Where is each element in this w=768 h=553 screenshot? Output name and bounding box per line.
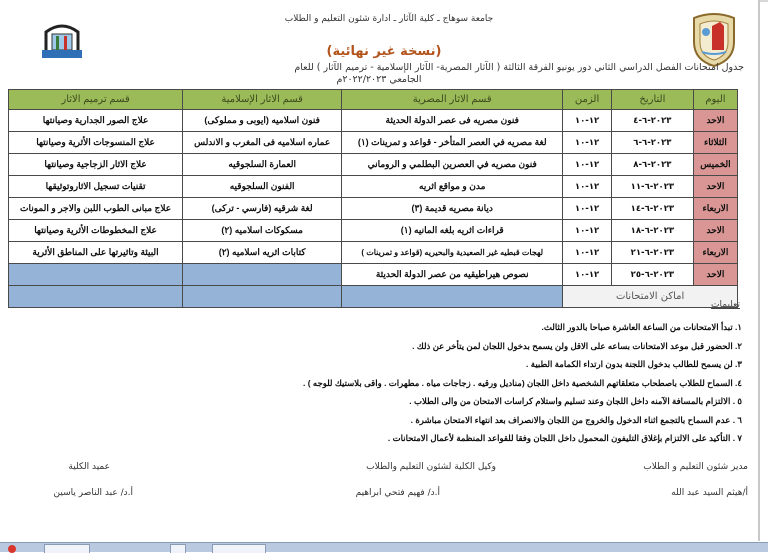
header-islamic-dept: قسم الاثار الإسلامية [183,90,342,110]
exam-schedule-table [8,89,738,308]
draft-label: (نسخة غير نهائية) [326,44,442,59]
signature-name-dean: أ.د/ عبد الناصر ياسين [53,488,133,498]
instruction-item: ٣. لن يسمح للطالب بدخول اللجنة بدون ارتداء الكمامة الطبية . [526,359,742,369]
cell-day: الاحد [693,220,737,242]
cell-restoration: البيئة وتاثيرتها على المناطق الأثرية [9,242,183,264]
cell-islamic: فنون اسلاميه (ايوبى و مملوكى) [183,110,342,132]
table-row [9,154,738,176]
cell-day: الثلاثاء [693,132,737,154]
cell-egyptian: نصوص هيراطيقيه من عصر الدولة الحديثة [342,264,563,286]
cell-date: ٢٠٢٣-٦-٨ [611,154,693,176]
instruction-item: ١. تبدأ الامتحانات من الساعة العاشرة صباحا بالدور الثالث. [541,322,742,332]
cell-islamic: كتابات اثريه اسلاميه (٢) [183,242,342,264]
cell-day: الاحد [693,110,737,132]
instruction-item: ٧ . التأكيد على الالتزام بإغلاق التليفون المحمول داخل اللجان وفقا للقواعد المنظمة لأعمال الامتحانات . [387,433,742,443]
cell-restoration-empty [9,264,183,286]
cell-time: ١٢-١٠ [563,264,612,286]
cell-date: ٢٠٢٣-٦-٤ [611,110,693,132]
cell-time: ١٢-١٠ [563,176,612,198]
cell-day: الاحد [693,264,737,286]
venue-islamic [183,286,342,308]
cell-time: ١٢-١٠ [563,242,612,264]
instruction-item: ٥ . الالتزام بالمسافة الآمنه داخل اللجان وعند تسليم واستلام كراسات الامتحان من والى الطلاب . [409,396,742,406]
cell-islamic-empty [183,264,342,286]
cell-date: ٢٠٢٣-٦-٦ [611,132,693,154]
instruction-item: ٦ . عدم السماح بالتجمع اثناء الدخول والخروج من اللجان والانصراف بعد انتهاء الامتحان مباشرة . [410,414,742,425]
cell-egyptian: فنون مصريه في العصرين البطلمي و الروماني [342,154,563,176]
taskbar-app-button[interactable] [44,544,90,553]
signature-role-vice-dean: وكيل الكلية لشئون التعليم والطلاب [366,462,496,472]
taskbar-app-button[interactable] [212,544,266,553]
venue-row [9,286,738,308]
table-row [9,110,738,132]
cell-day: الاربعاء [693,242,737,264]
institution-line: جامعة سوهاج ـ كلية الآثار ـ ادارة شئون التعليم و الطلاب [284,14,494,24]
header-restoration-dept: قسم ترميم الاثار [9,90,183,110]
cell-egyptian: لغة مصريه في العصر المتأخر - قواعد و تمرينات (١) [342,132,563,154]
signature-role-dean: عميد الكلية [68,462,110,472]
signature-role-student-affairs-director: مدير شئون التعليم و الطلاب [643,462,748,472]
table-header-row [9,90,738,110]
instructions-title: تعليمات [711,300,740,310]
cell-day: الخميس [693,154,737,176]
schedule-title [14,62,744,86]
cell-time: ١٢-١٠ [563,154,612,176]
cell-islamic: العمارة السلجوقيه [183,154,342,176]
cell-time: ١٢-١٠ [563,110,612,132]
cell-day: الاحد [693,176,737,198]
signature-name-vice-dean: أ.د/ فهيم فتحي ابراهيم [355,488,440,498]
cell-islamic: عماره اسلاميه فى المغرب و الاندلس [183,132,342,154]
cell-egyptian: فنون مصريه فى عصر الدولة الحديثة [342,110,563,132]
venue-egyptian [342,286,563,308]
table-row [9,242,738,264]
table-row [9,264,738,286]
cell-restoration: علاج المنسوجات الأثرية وصيانتها [9,132,183,154]
cell-restoration: علاج مبانى الطوب اللبن والاجر و المونات [9,198,183,220]
instructions-list [42,318,742,448]
schedule-title-year: الجامعي ٢٠٢٢/٢٠٢٣م [336,74,422,85]
table-row [9,198,738,220]
taskbar-app-button[interactable] [170,544,186,553]
table-row [9,220,738,242]
venue-label: اماكن الامتحانات [563,286,738,308]
cell-islamic: الفنون السلجوقيه [183,176,342,198]
cell-date: ٢٠٢٣-٦-٢١ [611,242,693,264]
signature-name-student-affairs-director: أ/هيثم السيد عبد الله [671,488,748,498]
cell-date: ٢٠٢٣-٦-١٨ [611,220,693,242]
start-button-icon[interactable] [8,545,16,553]
cell-time: ١٢-١٠ [563,198,612,220]
header-day: اليوم [693,90,737,110]
cell-egyptian: لهجات قبطيه غير الصعيدية والبحيريه (قواعد و تمرينات ) [342,242,563,264]
cell-egyptian: قراءات اثريه بلغه المانيه (١) [342,220,563,242]
cell-restoration: علاج المخطوطات الأثرية وصيانتها [9,220,183,242]
table-row [9,132,738,154]
cell-date: ٢٠٢٣-٦-١٤ [611,198,693,220]
cell-egyptian: مدن و مواقع اثريه [342,176,563,198]
schedule-title-main: جدول امتحانات الفصل الدراسي الثاني دور يونيو الفرقة الثالثة ( الآثار المصرية- الآثار الإسلامية - ترميم الآثار ) للعام [294,62,744,73]
header-egyptian-dept: قسم الاثار المصرية [342,90,563,110]
cell-date: ٢٠٢٣-٦-١١ [611,176,693,198]
cell-day: الاربعاء [693,198,737,220]
cell-time: ١٢-١٠ [563,132,612,154]
header-time: الزمن [563,90,612,110]
cell-egyptian: ديانة مصريه قديمة (٣) [342,198,563,220]
cell-islamic: لغة شرقيه (فارسي - تركى) [183,198,342,220]
table-row [9,176,738,198]
cell-time: ١٢-١٠ [563,220,612,242]
venue-restoration [9,286,183,308]
cell-islamic: مسكوكات اسلاميه (٢) [183,220,342,242]
instruction-item: ٤. السماح للطلاب باصطحاب متعلقاتهم الشخصية داخل اللجان (مناديل ورقيه . زجاجات مياه . مطهرات . واقى بلاستيك للوجه ) . [303,377,742,388]
cell-restoration: علاج الاثار الزجاجية وصيانتها [9,154,183,176]
cell-restoration: تقنيات تسجيل الاثاروتوثيقها [9,176,183,198]
cell-date: ٢٠٢٣-٦-٢٥ [611,264,693,286]
instruction-item: ٢. الحضور قبل موعد الامتحانات بساعه على الاقل ولن يسمح بدخول اللجان لمن يتأخر عن ذلك . [412,340,742,351]
header-date: التاريخ [611,90,693,110]
cell-restoration: علاج الصور الجدارية وصيانتها [9,110,183,132]
